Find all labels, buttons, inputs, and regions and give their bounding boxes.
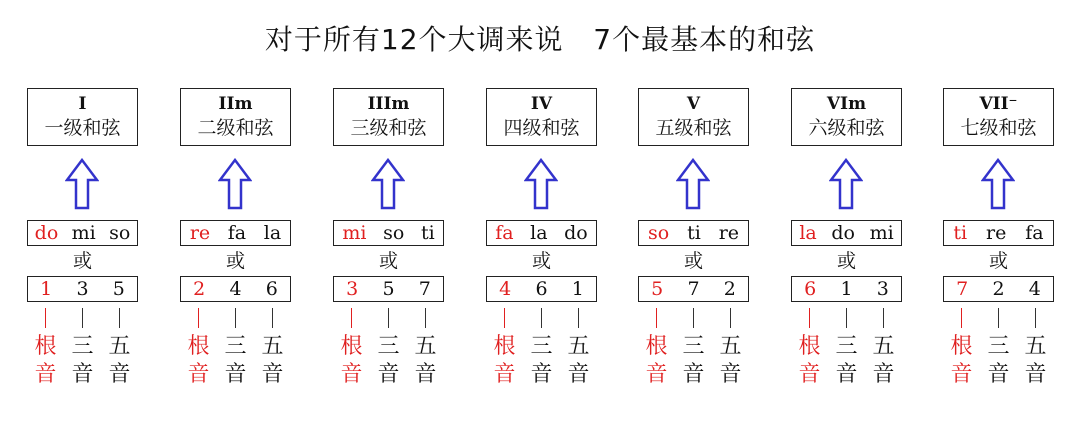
chord-degree-name: 四级和弦 <box>503 117 580 139</box>
third-tone-label: 三 音 <box>682 334 705 387</box>
scale-degree-box <box>180 276 291 302</box>
solfege-note: re <box>986 222 1007 244</box>
roman-numeral: I <box>78 94 87 114</box>
fifth-tone-label: 五 音 <box>108 334 131 387</box>
degree-note: 1 <box>571 278 584 300</box>
solfege-box <box>180 220 291 246</box>
degree-root: 3 <box>346 278 359 300</box>
degree-note: 1 <box>840 278 853 300</box>
up-arrow-icon <box>829 158 863 210</box>
tick-line <box>235 308 236 328</box>
scale-degree-box <box>791 276 902 302</box>
solfege-note: fa <box>227 222 247 244</box>
solfege-root: so <box>647 222 670 244</box>
chord-degree-name: 五级和弦 <box>655 117 732 139</box>
chord-name-box <box>180 88 291 146</box>
solfege-note: ti <box>687 222 701 244</box>
roman-numeral: IV <box>530 94 553 114</box>
degree-note: 2 <box>992 278 1005 300</box>
degree-note: 2 <box>723 278 736 300</box>
tone-labels <box>486 333 597 389</box>
chord-name-box <box>333 88 444 146</box>
degree-note: 7 <box>687 278 700 300</box>
scale-degree-box <box>333 276 444 302</box>
chord-column <box>333 88 446 418</box>
chord-column <box>943 88 1056 418</box>
root-tone-label: 根 音 <box>340 334 363 387</box>
solfege-note: la <box>530 222 548 244</box>
chord-column <box>180 88 293 418</box>
chord-name-box <box>486 88 597 146</box>
fifth-tone-label: 五 音 <box>872 334 895 387</box>
degree-note: 6 <box>535 278 548 300</box>
tick-line <box>119 308 120 328</box>
degree-root: 4 <box>499 278 512 300</box>
solfege-note: fa <box>1025 222 1044 244</box>
fifth-tone-label: 五 音 <box>1024 334 1047 387</box>
root-tone-label: 根 音 <box>798 334 821 387</box>
or-label: 或 <box>378 250 398 272</box>
chord-column <box>638 88 751 418</box>
tick-line <box>809 308 810 328</box>
solfege-note: mi <box>71 222 96 244</box>
solfege-box <box>791 220 902 246</box>
third-tone-label: 三 音 <box>835 334 858 387</box>
tick-line <box>82 308 83 328</box>
solfege-note: la <box>263 222 282 244</box>
roman-numeral: V <box>686 94 701 114</box>
fifth-tone-label: 五 音 <box>719 334 742 387</box>
solfege-root: ti <box>953 222 968 244</box>
degree-note: 5 <box>112 278 125 300</box>
tick-line <box>541 308 542 328</box>
or-label: 或 <box>531 250 551 272</box>
degree-note: 4 <box>1028 278 1041 300</box>
tone-labels <box>638 333 749 389</box>
solfege-note: ti <box>420 222 435 244</box>
degree-root: 2 <box>193 278 206 300</box>
chord-name-box <box>791 88 902 146</box>
chord-name-box <box>638 88 749 146</box>
solfege-root: do <box>34 222 59 244</box>
tick-marks <box>791 308 902 330</box>
third-tone-label: 三 音 <box>530 334 553 387</box>
chord-degree-name: 三级和弦 <box>350 117 427 139</box>
solfege-box <box>943 220 1054 246</box>
or-label: 或 <box>836 250 856 272</box>
tick-line <box>846 308 847 328</box>
chord-degree-name: 六级和弦 <box>808 117 885 139</box>
chord-degree-name: 七级和弦 <box>960 117 1037 139</box>
roman-numeral: IIIm <box>367 94 410 114</box>
or-label: 或 <box>225 250 245 272</box>
roman-numeral: VII⁻ <box>979 94 1018 114</box>
root-tone-label: 根 音 <box>950 334 973 387</box>
fifth-tone-label: 五 音 <box>414 334 437 387</box>
solfege-box <box>333 220 444 246</box>
tone-labels <box>333 333 444 389</box>
tick-line <box>504 308 505 328</box>
up-arrow-icon <box>676 158 710 210</box>
tick-line <box>693 308 694 328</box>
degree-note: 5 <box>382 278 395 300</box>
up-arrow-icon <box>65 158 99 210</box>
solfege-note: so <box>109 222 131 244</box>
chord-column <box>27 88 140 418</box>
tick-marks <box>180 308 291 330</box>
degree-note: 6 <box>265 278 278 300</box>
degree-root: 7 <box>956 278 969 300</box>
up-arrow-icon <box>981 158 1015 210</box>
solfege-root: la <box>799 222 817 244</box>
solfege-note: mi <box>869 222 894 244</box>
tick-line <box>998 308 999 328</box>
solfege-box <box>638 220 749 246</box>
or-label: 或 <box>988 250 1008 272</box>
solfege-note: do <box>831 222 855 244</box>
tick-line <box>1035 308 1036 328</box>
degree-note: 3 <box>76 278 89 300</box>
solfege-note: do <box>564 222 588 244</box>
or-label: 或 <box>72 250 92 272</box>
third-tone-label: 三 音 <box>987 334 1010 387</box>
chord-degree-name: 一级和弦 <box>44 117 121 139</box>
solfege-box <box>27 220 138 246</box>
third-tone-label: 三 音 <box>377 334 400 387</box>
solfege-note: so <box>383 222 405 244</box>
diagram-title: 对于所有12个大调来说 7个最基本的和弦 <box>264 23 816 56</box>
degree-note: 7 <box>418 278 431 300</box>
tone-labels <box>943 333 1054 389</box>
tick-line <box>272 308 273 328</box>
degree-root: 6 <box>804 278 817 300</box>
chord-name-box <box>943 88 1054 146</box>
tick-line <box>45 308 46 328</box>
solfege-note: re <box>718 222 740 244</box>
chord-degree-name: 二级和弦 <box>197 117 274 139</box>
scale-degree-box <box>638 276 749 302</box>
roman-numeral: VIm <box>826 94 867 114</box>
tick-line <box>730 308 731 328</box>
tick-line <box>578 308 579 328</box>
degree-note: 3 <box>876 278 889 300</box>
tick-line <box>656 308 657 328</box>
fifth-tone-label: 五 音 <box>567 334 590 387</box>
degree-note: 4 <box>229 278 242 300</box>
scale-degree-box <box>486 276 597 302</box>
up-arrow-icon <box>218 158 252 210</box>
chord-column <box>791 88 904 418</box>
solfege-root: fa <box>495 222 514 244</box>
tick-line <box>198 308 199 328</box>
tick-marks <box>27 308 138 330</box>
tick-marks <box>333 308 444 330</box>
chord-name-box <box>27 88 138 146</box>
tick-marks <box>943 308 1054 330</box>
solfege-box <box>486 220 597 246</box>
tone-labels <box>180 333 291 389</box>
up-arrow-icon <box>371 158 405 210</box>
third-tone-label: 三 音 <box>224 334 247 387</box>
solfege-root: re <box>189 222 211 244</box>
fifth-tone-label: 五 音 <box>261 334 284 387</box>
tone-labels <box>27 333 138 389</box>
scale-degree-box <box>27 276 138 302</box>
solfege-root: mi <box>342 222 367 244</box>
tick-line <box>961 308 962 328</box>
degree-root: 1 <box>40 278 53 300</box>
or-label: 或 <box>683 250 703 272</box>
up-arrow-icon <box>524 158 558 210</box>
scale-degree-box <box>943 276 1054 302</box>
tick-marks <box>486 308 597 330</box>
tick-line <box>388 308 389 328</box>
tick-line <box>883 308 884 328</box>
tick-line <box>351 308 352 328</box>
root-tone-label: 根 音 <box>34 334 57 387</box>
tick-marks <box>638 308 749 330</box>
tone-labels <box>791 333 902 389</box>
root-tone-label: 根 音 <box>493 334 516 387</box>
tick-line <box>425 308 426 328</box>
root-tone-label: 根 音 <box>187 334 210 387</box>
chord-column <box>486 88 599 418</box>
roman-numeral: IIm <box>218 94 253 114</box>
degree-root: 5 <box>651 278 664 300</box>
third-tone-label: 三 音 <box>71 334 94 387</box>
root-tone-label: 根 音 <box>645 334 668 387</box>
